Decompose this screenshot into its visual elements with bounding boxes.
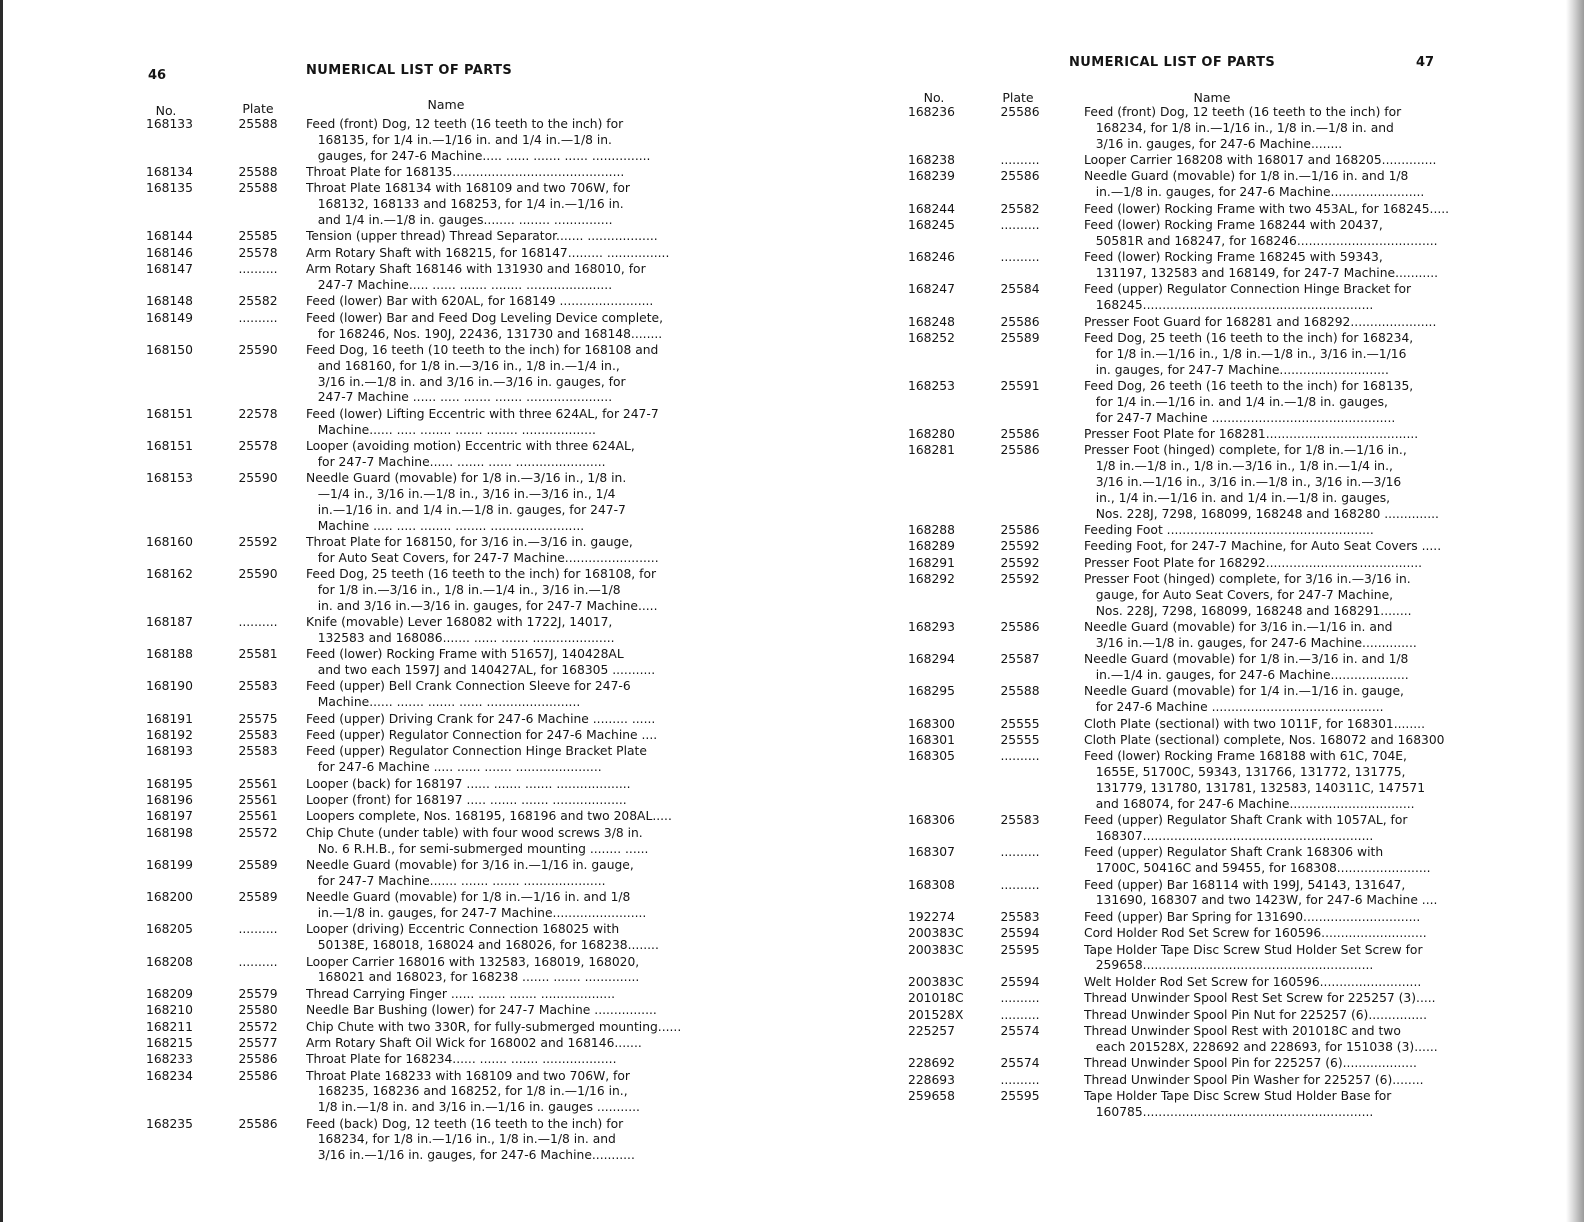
part-number: 168247 — [908, 282, 955, 297]
part-entry — [146, 439, 686, 471]
part-number: 168209 — [146, 986, 193, 1001]
part-name: Needle Guard (movable) for 1/4 in.—1/16 in. gauge, for 247-6 Machine ............................................ — [1084, 684, 1404, 715]
part-entry — [908, 250, 1468, 282]
part-name: Feed (lower) Rocking Frame 168188 with 61C, 704E, 1655E, 51700C, 59343, 131766, 131772, 131775, 131779, 131780, 131781, 132583, 140311C, 147571 and 168074, for 247-6 Machine................................ — [1084, 749, 1426, 811]
plate-number: 25582 — [238, 294, 278, 309]
part-entry — [908, 749, 1468, 813]
part-entry — [146, 777, 686, 793]
part-number: 168246 — [908, 250, 955, 265]
part-number: 168215 — [146, 1035, 193, 1050]
plate-number: 25592 — [1000, 555, 1040, 570]
part-number: 168291 — [908, 555, 955, 570]
plate-number: 25580 — [238, 1003, 278, 1018]
part-entry — [146, 890, 686, 922]
plate-number: 25578 — [238, 438, 278, 453]
part-number: 201528X — [908, 1007, 964, 1022]
part-number: 168208 — [146, 954, 193, 969]
plate-number: 25594 — [1000, 926, 1040, 941]
plate-number: .......... — [238, 615, 278, 630]
part-name: Loopers complete, Nos. 168195, 168196 and two 208AL..... — [306, 809, 672, 824]
part-name: Feed (lower) Rocking Frame with 51657J, 140428AL and two each 1597J and 140427AL, for 168305 ........... — [306, 647, 656, 678]
plate-number: 25586 — [238, 1116, 278, 1131]
part-name: Feed (lower) Bar and Feed Dog Leveling Device complete, for 168246, Nos. 190J, 22436, 131730 and 168148........ — [306, 310, 663, 341]
part-entry — [146, 181, 686, 229]
part-number: 168239 — [908, 169, 955, 184]
plate-number: 25588 — [238, 181, 278, 196]
part-name: Feed Dog, 26 teeth (16 teeth to the inch) for 168135, for 1/4 in.—1/16 in. and 1/4 in.—1/8 in. gauges, for 247-7 Machine ............................................... — [1084, 378, 1414, 425]
part-name: Looper (back) for 168197 ...... ....... ....... ................... — [306, 776, 631, 791]
plate-number: 25561 — [238, 776, 278, 791]
part-entry — [146, 793, 686, 809]
part-number: 168200 — [146, 890, 193, 905]
plate-number: 25572 — [238, 825, 278, 840]
part-entry — [146, 246, 686, 262]
plate-number: .......... — [1000, 1007, 1040, 1022]
part-entry — [146, 535, 686, 567]
part-entry — [146, 1117, 686, 1165]
part-name: Needle Bar Bushing (lower) for 247-7 Machine ................ — [306, 1003, 657, 1018]
part-number: 228693 — [908, 1072, 955, 1087]
part-number: 168288 — [908, 522, 955, 537]
part-number: 168210 — [146, 1003, 193, 1018]
part-entry — [908, 943, 1468, 975]
part-number: 168188 — [146, 647, 193, 662]
part-entry — [908, 556, 1468, 572]
part-number: 168245 — [908, 217, 955, 232]
part-number: 168149 — [146, 310, 193, 325]
part-name: Cloth Plate (sectional) complete, Nos. 168072 and 168300 — [1084, 733, 1445, 748]
part-entry — [146, 165, 686, 181]
plate-number: .......... — [238, 954, 278, 969]
part-entry — [908, 1073, 1468, 1089]
part-name: Thread Unwinder Spool Rest Set Screw for 225257 (3)..... — [1084, 991, 1436, 1006]
part-entry — [146, 922, 686, 954]
plate-number: 25586 — [238, 1052, 278, 1067]
part-entry — [146, 615, 686, 647]
part-entry — [146, 712, 686, 728]
plate-number: .......... — [1000, 845, 1040, 860]
plate-number: .......... — [1000, 153, 1040, 167]
part-number: 168308 — [908, 877, 955, 892]
part-name: Feed (upper) Bell Crank Connection Sleeve for 247-6 Machine...... ....... ....... ...... ........................ — [306, 679, 631, 710]
part-name: Arm Rotary Shaft 168146 with 131930 and 168010, for 247-7 Machine..... ...... ....... ........ ...................... — [306, 262, 646, 292]
part-entry — [146, 744, 686, 776]
part-entry — [146, 567, 686, 615]
part-name: Throat Plate 168134 with 168109 and two 706W, for 168132, 168133 and 168253, for 1/4 in.—1/16 in. and 1/4 in.—1/8 in. gauges........ ........ ............... — [306, 181, 630, 227]
part-entry — [908, 975, 1468, 991]
part-number: 168198 — [146, 825, 193, 840]
part-name: Thread Unwinder Spool Rest with 201018C and two each 201528X, 228692 and 228693, for 151038 (3)...... — [1084, 1023, 1438, 1054]
plate-number: 25586 — [1000, 105, 1040, 119]
plate-number: 25582 — [1000, 201, 1040, 216]
part-entry — [146, 1036, 686, 1052]
part-number: 168150 — [146, 342, 193, 357]
plate-number: 22578 — [238, 406, 278, 421]
page-number: 47 — [1416, 55, 1435, 70]
part-entry — [908, 1024, 1468, 1056]
part-name: Feed (front) Dog, 12 teeth (16 teeth to the inch) for 168234, for 1/8 in.—1/16 in., 1/8 in.—1/8 in. and 3/16 in. gauges, for 247-6 Machine........ — [1084, 105, 1402, 151]
plate-number: 25555 — [1000, 716, 1040, 731]
plate-number: 25577 — [238, 1035, 278, 1050]
part-name: Throat Plate for 168234...... ....... ....... ................... — [306, 1052, 617, 1067]
plate-number: .......... — [238, 922, 278, 937]
part-entry — [146, 1052, 686, 1068]
part-entry — [146, 471, 686, 535]
part-number: 200383C — [908, 942, 964, 957]
part-number: 168248 — [908, 314, 955, 329]
part-number: 168244 — [908, 201, 955, 216]
column-header-name: Name — [1193, 90, 1231, 105]
plate-number: 25586 — [1000, 426, 1040, 441]
plate-number: .......... — [1000, 749, 1040, 764]
part-name: Arm Rotary Shaft Oil Wick for 168002 and 168146....... — [306, 1035, 642, 1050]
part-number: 168193 — [146, 744, 193, 759]
part-name: Feed (back) Dog, 12 teeth (16 teeth to the inch) for 168234, for 1/8 in.—1/16 in., 1/8 in.—1/8 in. and 3/16 in.—1/16 in. gauges, for 247-6 Machine........... — [306, 1116, 635, 1163]
part-name: Chip Chute (under table) with four wood screws 3/8 in. No. 6 R.H.B., for semi-submerged mounting ........ ...... — [306, 825, 649, 856]
part-entry — [908, 331, 1468, 379]
plate-number: 25588 — [238, 117, 278, 131]
part-number: 168289 — [908, 539, 955, 554]
part-name: Welt Holder Rod Set Screw for 160596.......................... — [1084, 974, 1422, 989]
part-number: 168234 — [146, 1068, 193, 1083]
plate-number: 25583 — [1000, 909, 1040, 924]
plate-number: .......... — [1000, 877, 1040, 892]
part-number: 259658 — [908, 1088, 955, 1103]
part-number: 168151 — [146, 438, 193, 453]
plate-number: 25586 — [1000, 169, 1040, 184]
part-name: Cord Holder Rod Set Screw for 160596........................... — [1084, 926, 1427, 941]
part-number: 168238 — [908, 153, 955, 167]
part-number: 168233 — [146, 1052, 193, 1067]
part-name: Feed (upper) Regulator Connection for 247-6 Machine .... — [306, 728, 658, 743]
part-number: 168187 — [146, 615, 193, 630]
part-name: Throat Plate for 168150, for 3/16 in.—3/16 in. gauge, for Auto Seat Covers, for 247-7 Machine........................ — [306, 534, 659, 565]
part-entry — [146, 229, 686, 245]
part-name: Knife (movable) Lever 168082 with 1722J, 14017, 132583 and 168086....... ...... ....... ..................... — [306, 615, 615, 645]
part-name: Tape Holder Tape Disc Screw Stud Holder Base for 160785........................................................... — [1084, 1088, 1392, 1119]
part-entry — [146, 728, 686, 744]
part-entry — [908, 539, 1468, 555]
plate-number: 25595 — [1000, 942, 1040, 957]
part-entry — [908, 878, 1468, 910]
part-name: Feed Dog, 25 teeth (16 teeth to the inch) for 168234, for 1/8 in.—1/16 in., 1/8 in.—1/8 in., 3/16 in.—1/16 in. gauges, for 247-7 Machine............................ — [1084, 330, 1414, 377]
plate-number: 25572 — [238, 1019, 278, 1034]
part-name: Looper (avoiding motion) Eccentric with three 624AL, for 247-7 Machine...... ....... ...... ....................... — [306, 438, 635, 469]
part-entry — [146, 294, 686, 310]
part-number: 168148 — [146, 294, 193, 309]
part-name: Feed (upper) Regulator Connection Hinge Bracket for 168245........................................................... — [1084, 282, 1412, 313]
part-entry — [146, 1020, 686, 1036]
part-name: Needle Guard (movable) for 1/8 in.—3/16 in. and 1/8 in.—1/4 in. gauges, for 247-6 Machine.................... — [1084, 652, 1409, 683]
part-number: 225257 — [908, 1023, 955, 1038]
part-number: 168307 — [908, 845, 955, 860]
parts-list — [908, 105, 1468, 1121]
part-entry — [146, 262, 686, 294]
part-number: 168252 — [908, 330, 955, 345]
part-name: Feed Dog, 16 teeth (10 teeth to the inch) for 168108 and and 168160, for 1/8 in.—3/16 in., 1/8 in.—1/4 in., 3/16 in.—1/8 in. and 3/16 in.—3/16 in. gauges, for 247-7 Machine ...... ..... ....... ....... ...................... — [306, 342, 659, 405]
part-name: Looper Carrier 168016 with 132583, 168019, 168020, 168021 and 168023, for 168238 ....... ....... .............. — [306, 954, 640, 985]
part-number: 168162 — [146, 567, 193, 582]
part-name: Feed (front) Dog, 12 teeth (16 teeth to the inch) for 168135, for 1/4 in.—1/16 in. and 1/4 in.—1/8 in. gauges, for 247-6 Machine..... ...... ....... ...... ............... — [306, 117, 651, 163]
part-name: Throat Plate for 168135............................................ — [306, 165, 625, 179]
part-number: 168253 — [908, 378, 955, 393]
part-name: Needle Guard (movable) for 3/16 in.—1/16 in. gauge, for 247-7 Machine....... ....... ....... ..................... — [306, 857, 634, 888]
part-number: 168236 — [908, 105, 955, 119]
plate-number: 25578 — [238, 245, 278, 260]
part-entry — [146, 311, 686, 343]
part-name: Feed (upper) Bar Spring for 131690.............................. — [1084, 909, 1421, 924]
plate-number: 25575 — [238, 711, 278, 726]
plate-number: 25592 — [1000, 539, 1040, 554]
plate-number: 25589 — [238, 857, 278, 872]
part-number: 168134 — [146, 165, 193, 179]
part-entry — [908, 218, 1468, 250]
part-name: Thread Unwinder Spool Pin Washer for 225257 (6)........ — [1084, 1072, 1424, 1087]
plate-number: 25583 — [238, 679, 278, 694]
part-entry — [908, 379, 1468, 427]
part-number: 168292 — [908, 572, 955, 587]
part-number: 168146 — [146, 245, 193, 260]
plate-number: 25584 — [1000, 282, 1040, 297]
part-number: 228692 — [908, 1056, 955, 1071]
part-name: Feeding Foot ..................................................... — [1084, 522, 1374, 537]
part-name: Needle Guard (movable) for 1/8 in.—1/16 in. and 1/8 in.—1/8 in. gauges, for 247-6 Machine........................ — [1084, 169, 1425, 200]
part-name: Feed (upper) Driving Crank for 247-6 Machine ......... ...... — [306, 711, 656, 726]
part-name: Presser Foot (hinged) complete, for 3/16 in.—3/16 in. gauge, for Auto Seat Covers, for 247-7 Machine, Nos. 228J, 7298, 168099, 168248 and 168291........ — [1084, 572, 1412, 618]
plate-number: 25588 — [1000, 684, 1040, 699]
part-name: Feed Dog, 25 teeth (16 teeth to the inch) for 168108, for for 1/8 in.—3/16 in., 1/8 in.—1/4 in., 3/16 in.—1/8 in. and 3/16 in.—3/16 in. gauges, for 247-7 Machine..... — [306, 567, 658, 613]
page-number: 46 — [148, 68, 167, 83]
plate-number: 25590 — [238, 342, 278, 357]
column-header-plate: Plate — [242, 101, 274, 116]
part-name: Cloth Plate (sectional) with two 1011F, for 168301........ — [1084, 716, 1425, 731]
part-entry — [146, 858, 686, 890]
part-name: Feed (lower) Rocking Frame 168244 with 20437, 50581R and 168247, for 168246.................................... — [1084, 217, 1438, 248]
part-number: 168205 — [146, 922, 193, 937]
part-number: 168280 — [908, 426, 955, 441]
part-number: 168151 — [146, 406, 193, 421]
part-number: 168190 — [146, 679, 193, 694]
plate-number: 25581 — [238, 647, 278, 662]
part-entry — [146, 117, 686, 165]
part-name: Feed (lower) Lifting Eccentric with three 624AL, for 247-7 Machine...... ..... ........ ....... ........ ................... — [306, 406, 659, 437]
part-number: 168133 — [146, 117, 193, 131]
part-number: 168191 — [146, 711, 193, 726]
column-header-plate: Plate — [1002, 90, 1034, 105]
part-number: 168235 — [146, 1116, 193, 1131]
part-entry — [908, 620, 1468, 652]
part-number: 168144 — [146, 229, 193, 244]
part-number: 168294 — [908, 652, 955, 667]
plate-number: 25585 — [238, 229, 278, 244]
plate-number: 25590 — [238, 567, 278, 582]
plate-number: 25555 — [1000, 733, 1040, 748]
part-entry — [908, 845, 1468, 877]
part-entry — [908, 733, 1468, 749]
right-page — [792, 0, 1566, 1222]
part-name: Presser Foot (hinged) complete, for 1/8 in.—1/16 in., 1/8 in.—1/8 in., 1/8 in.—3/16 in., 1/8 in.—1/4 in., 3/16 in.—1/16 in., 3/16 in.—1/8 in., 3/16 in.—3/16 in., 1/4 in.—1/16 in. and 1/4 in.—1/8 in. gauges, Nos. 228J, 7298, 168099, 168248 and 168280 .............. — [1084, 443, 1439, 521]
plate-number: 25583 — [238, 728, 278, 743]
part-number: 168300 — [908, 716, 955, 731]
plate-number: 25589 — [238, 890, 278, 905]
part-entry — [908, 153, 1468, 169]
part-number: 168281 — [908, 443, 955, 458]
part-entry — [908, 282, 1468, 314]
plate-number: .......... — [1000, 991, 1040, 1006]
part-entry — [908, 684, 1468, 716]
part-entry — [908, 926, 1468, 942]
part-number: 168293 — [908, 620, 955, 635]
part-number: 168160 — [146, 534, 193, 549]
part-entry — [146, 955, 686, 987]
part-entry — [146, 679, 686, 711]
part-entry — [908, 991, 1468, 1007]
part-number: 168197 — [146, 809, 193, 824]
part-number: 168305 — [908, 749, 955, 764]
part-name: Feed (lower) Rocking Frame 168245 with 59343, 131197, 132583 and 168149, for 247-7 Machine........... — [1084, 250, 1439, 280]
plate-number: .......... — [1000, 1072, 1040, 1087]
plate-number: 25583 — [238, 744, 278, 759]
plate-number: 25589 — [1000, 330, 1040, 345]
part-entry — [908, 169, 1468, 201]
part-number: 168192 — [146, 728, 193, 743]
part-number: 200383C — [908, 974, 964, 989]
part-entry — [146, 1003, 686, 1019]
plate-number: 25561 — [238, 793, 278, 808]
part-name: Feed (upper) Regulator Connection Hinge Bracket Plate for 247-6 Machine ..... ...... ....... ...................... — [306, 744, 647, 775]
column-header-no: No. — [923, 90, 945, 105]
plate-number: 25586 — [1000, 443, 1040, 458]
part-number: 168147 — [146, 262, 193, 277]
part-entry — [908, 523, 1468, 539]
scan-right-edge — [1566, 0, 1584, 1222]
part-name: Thread Unwinder Spool Pin Nut for 225257 (6)............... — [1084, 1007, 1427, 1022]
page-title: NUMERICAL LIST OF PARTS — [306, 63, 513, 78]
plate-number: 25595 — [1000, 1088, 1040, 1103]
part-entry — [908, 105, 1468, 153]
part-name: Feed (lower) Rocking Frame with two 453AL, for 168245..... — [1084, 201, 1450, 216]
plate-number: 25592 — [238, 534, 278, 549]
plate-number: 25586 — [1000, 314, 1040, 329]
part-number: 192274 — [908, 909, 955, 924]
part-name: Feed (upper) Regulator Shaft Crank 168306 with 1700C, 50416C and 59455, for 168308........................ — [1084, 845, 1431, 876]
part-entry — [908, 443, 1468, 523]
plate-number: .......... — [238, 310, 278, 325]
part-name: Presser Foot Guard for 168281 and 168292...................... — [1084, 314, 1437, 329]
part-entry — [908, 813, 1468, 845]
part-name: Arm Rotary Shaft with 168215, for 168147......... ................ — [306, 245, 670, 260]
plate-number: 25561 — [238, 809, 278, 824]
plate-number: 25586 — [1000, 522, 1040, 537]
part-name: Looper (driving) Eccentric Connection 168025 with 50138E, 168018, 168024 and 168026, for 168238........ — [306, 922, 659, 953]
plate-number: 25587 — [1000, 652, 1040, 667]
plate-number: .......... — [238, 262, 278, 277]
plate-number: 25579 — [238, 986, 278, 1001]
part-name: Thread Unwinder Spool Pin for 225257 (6)................... — [1084, 1056, 1417, 1071]
plate-number: 25590 — [238, 471, 278, 486]
plate-number: 25574 — [1000, 1056, 1040, 1071]
part-name: Chip Chute with two 330R, for fully-submerged mounting...... — [306, 1019, 681, 1034]
part-entry — [146, 826, 686, 858]
part-entry — [146, 647, 686, 679]
part-entry — [908, 202, 1468, 218]
part-name: Presser Foot Plate for 168292........................................ — [1084, 555, 1423, 570]
part-name: Needle Guard (movable) for 3/16 in.—1/16 in. and 3/16 in.—1/8 in. gauges, for 247-6 Machine.............. — [1084, 620, 1417, 650]
part-entry — [908, 910, 1468, 926]
part-entry — [908, 427, 1468, 443]
part-name: Feeding Foot, for 247-7 Machine, for Auto Seat Covers ..... — [1084, 539, 1442, 554]
plate-number: 25574 — [1000, 1023, 1040, 1038]
plate-number: 25592 — [1000, 572, 1040, 587]
part-entry — [908, 572, 1468, 620]
part-number: 168196 — [146, 793, 193, 808]
part-name: Tension (upper thread) Thread Separator....... .................. — [306, 229, 658, 244]
part-entry — [908, 652, 1468, 684]
part-number: 168211 — [146, 1019, 193, 1034]
page-title: NUMERICAL LIST OF PARTS — [1069, 55, 1276, 70]
part-name: Feed (upper) Regulator Shaft Crank with 1057AL, for 168307........................................................... — [1084, 813, 1408, 844]
column-header-name: Name — [427, 97, 465, 112]
part-name: Feed (upper) Bar 168114 with 199J, 54143, 131647, 131690, 168307 and two 1423W, for 247-6 Machine .... — [1084, 877, 1438, 908]
part-number: 201018C — [908, 991, 964, 1006]
part-number: 168195 — [146, 776, 193, 791]
part-name: Thread Carrying Finger ...... ....... ....... ................... — [306, 986, 616, 1001]
part-number: 168306 — [908, 813, 955, 828]
part-entry — [146, 809, 686, 825]
plate-number: .......... — [1000, 250, 1040, 265]
parts-list — [146, 117, 686, 1165]
plate-number: .......... — [1000, 217, 1040, 232]
part-number: 200383C — [908, 926, 964, 941]
column-header-no: No. — [155, 103, 177, 118]
part-number: 168301 — [908, 733, 955, 748]
part-name: Feed (lower) Bar with 620AL, for 168149 ........................ — [306, 294, 654, 309]
part-number: 168153 — [146, 471, 193, 486]
part-name: Throat Plate 168233 with 168109 and two 706W, for 168235, 168236 and 168252, for 1/8 in.—1/16 in., 1/8 in.—1/8 in. and 3/16 in.—1/16 in. gauges ........... — [306, 1068, 640, 1115]
part-name: Tape Holder Tape Disc Screw Stud Holder Set Screw for 259658........................................................... — [1084, 942, 1423, 973]
part-entry — [908, 1089, 1468, 1121]
plate-number: 25586 — [1000, 620, 1040, 635]
part-entry — [146, 1069, 686, 1117]
part-name: Looper (front) for 168197 ..... ....... ....... ................... — [306, 793, 627, 808]
part-name: Needle Guard (movable) for 1/8 in.—3/16 in., 1/8 in. —1/4 in., 3/16 in.—1/8 in., 3/16 in.—3/16 in., 1/4 in.—1/16 in. and 1/4 in.—1/8 in. gauges, for 247-7 Machine ..... ..... ........ ........ ........................ — [306, 471, 627, 533]
part-number: 168135 — [146, 181, 193, 196]
part-name: Looper Carrier 168208 with 168017 and 168205.............. — [1084, 153, 1437, 167]
plate-number: 25591 — [1000, 378, 1040, 393]
part-number: 168199 — [146, 857, 193, 872]
part-name: Needle Guard (movable) for 1/8 in.—1/16 in. and 1/8 in.—1/8 in. gauges, for 247-7 Machine........................ — [306, 890, 647, 920]
part-entry — [146, 407, 686, 439]
part-entry — [146, 987, 686, 1003]
plate-number: 25583 — [1000, 813, 1040, 828]
plate-number: 25588 — [238, 165, 278, 179]
plate-number: 25594 — [1000, 974, 1040, 989]
plate-number: 25586 — [238, 1068, 278, 1083]
part-entry — [146, 343, 686, 407]
part-entry — [908, 717, 1468, 733]
part-entry — [908, 1008, 1468, 1024]
part-entry — [908, 315, 1468, 331]
part-number: 168295 — [908, 684, 955, 699]
part-name: Presser Foot Plate for 168281....................................... — [1084, 426, 1419, 441]
part-entry — [908, 1056, 1468, 1072]
